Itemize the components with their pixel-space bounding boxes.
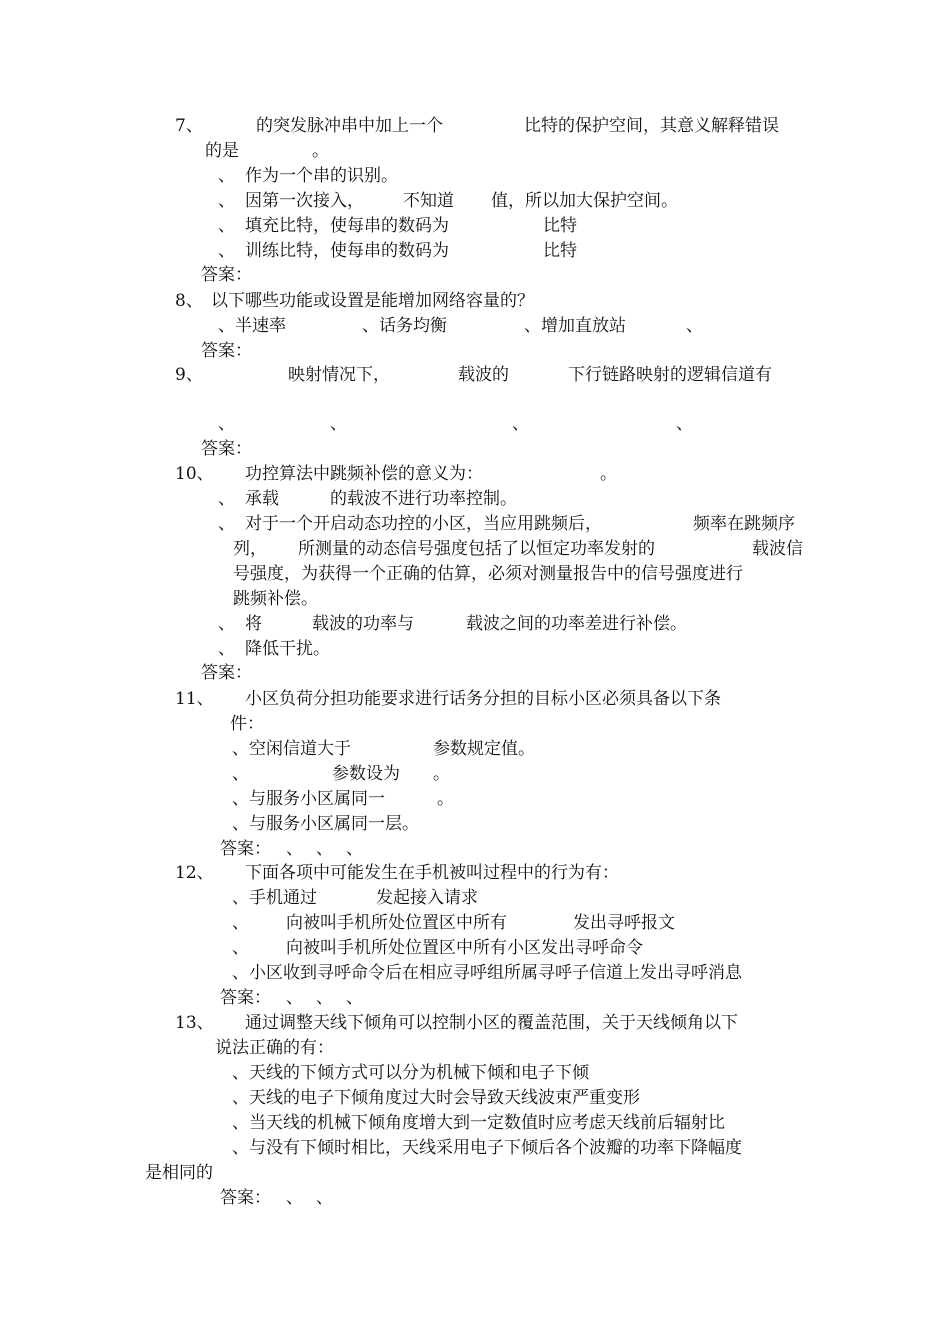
- q13-number: 13、: [175, 1013, 214, 1033]
- q12-stem: 12、 下面各项中可能发生在手机被叫过程中的行为有：: [175, 863, 619, 883]
- q8-stem: 8、 以下哪些功能或设置是能增加网络容量的？: [175, 291, 534, 311]
- q7-answer: 答案：: [201, 265, 252, 285]
- q10-option-b-line2: 列， 所测量的动态信号强度包括了以恒定功率发射的 载波信: [233, 539, 803, 559]
- q7-option-c: 、 填充比特，使每串的数码为 比特: [218, 216, 577, 236]
- q13-option-d-line2: 是相同的: [145, 1163, 213, 1183]
- q7-stem-period: 。: [312, 141, 329, 161]
- q10-option-a: 、 承载 的载波不进行功率控制。: [218, 489, 517, 509]
- q10-option-b-line1: 、 对于一个开启动态功控的小区，当应用跳频后， 频率在跳频序: [218, 514, 795, 534]
- q11-answer: 答案： 、 、 、: [220, 839, 363, 859]
- q11-number: 11、: [175, 689, 214, 709]
- q11-option-b: 、 参数设为 。: [232, 764, 450, 784]
- q10-option-b-line3: 号强度，为获得一个正确的估算，必须对测量报告中的信号强度进行: [233, 564, 743, 584]
- q8-option-c: 、增加直放站: [524, 316, 626, 336]
- q10-number: 10、: [175, 464, 214, 484]
- q13-option-d-line1: 、与没有下倾时相比，天线采用电子下倾后各个波瓣的功率下降幅度: [232, 1138, 742, 1158]
- q10-option-c: 、 将 载波的功率与 载波之间的功率差进行补偿。: [218, 614, 687, 634]
- q7-stem-part1: 的突发脉冲串中加上一个: [256, 116, 443, 136]
- q7-number: 7、: [175, 116, 203, 136]
- q11-option-d: 、与服务小区属同一层。: [232, 814, 419, 834]
- q10-option-d: 、 降低干扰。: [218, 639, 330, 659]
- q11-stem-line2: 件：: [230, 714, 264, 734]
- q9-answer: 答案：: [201, 439, 252, 459]
- q12-option-d: 、小区收到寻呼命令后在相应寻呼组所属寻呼子信道上发出寻呼消息: [232, 963, 742, 983]
- q10-option-b-line4: 跳频补偿。: [233, 589, 318, 609]
- q7-stem-part3: 的是: [205, 141, 239, 161]
- q7-option-a: 、 作为一个串的识别。: [218, 166, 398, 186]
- q10-stem: 10、 功控算法中跳频补偿的意义为： 。: [175, 464, 617, 484]
- q11-option-c: 、与服务小区属同一 。: [232, 789, 454, 809]
- q13-option-c: 、当天线的机械下倾角度增大到一定数值时应考虑天线前后辐射比: [232, 1113, 725, 1133]
- q13-answer: 答案： 、 、: [220, 1188, 333, 1208]
- q12-option-a: 、手机通过 发起接入请求: [232, 888, 478, 908]
- q7-option-d: 、 训练比特，使每串的数码为 比特: [218, 241, 577, 261]
- q12-answer: 答案： 、 、 、: [220, 988, 363, 1008]
- q13-stem-line1: 13、 通过调整天线下倾角可以控制小区的覆盖范围，关于天线倾角以下: [175, 1013, 738, 1033]
- q13-stem-line2: 说法正确的有：: [215, 1038, 334, 1058]
- q13-option-a: 、天线的下倾方式可以分为机械下倾和电子下倾: [232, 1063, 589, 1083]
- q8-option-d: 、: [686, 316, 703, 336]
- q11-option-a: 、空闲信道大于 参数规定值。: [232, 739, 535, 759]
- q12-option-c: 、 向被叫手机所处位置区中所有小区发出寻呼命令: [232, 938, 643, 958]
- q9-blanks: 、 、 、 、: [218, 414, 693, 434]
- q12-number: 12、: [175, 863, 214, 883]
- q11-stem-line1: 11、 小区负荷分担功能要求进行话务分担的目标小区必须具备以下条: [175, 689, 721, 709]
- q8-number: 8、: [175, 291, 203, 311]
- q13-option-b: 、天线的电子下倾角度过大时会导致天线波束严重变形: [232, 1088, 640, 1108]
- q8-option-a: 、半速率: [218, 316, 286, 336]
- q9-number: 9、: [175, 365, 203, 385]
- q8-option-b: 、话务均衡: [362, 316, 447, 336]
- q8-answer: 答案：: [201, 341, 252, 361]
- q7-option-b: 、 因第一次接入， 不知道 值，所以加大保护空间。: [218, 191, 678, 211]
- q10-answer: 答案：: [201, 663, 252, 683]
- q12-option-b: 、 向被叫手机所处位置区中所有 发出寻呼报文: [232, 913, 675, 933]
- q7-stem-part2: 比特的保护空间，其意义解释错误: [524, 116, 779, 136]
- q9-stem: 9、 映射情况下， 载波的 下行链路映射的逻辑信道有: [175, 365, 772, 385]
